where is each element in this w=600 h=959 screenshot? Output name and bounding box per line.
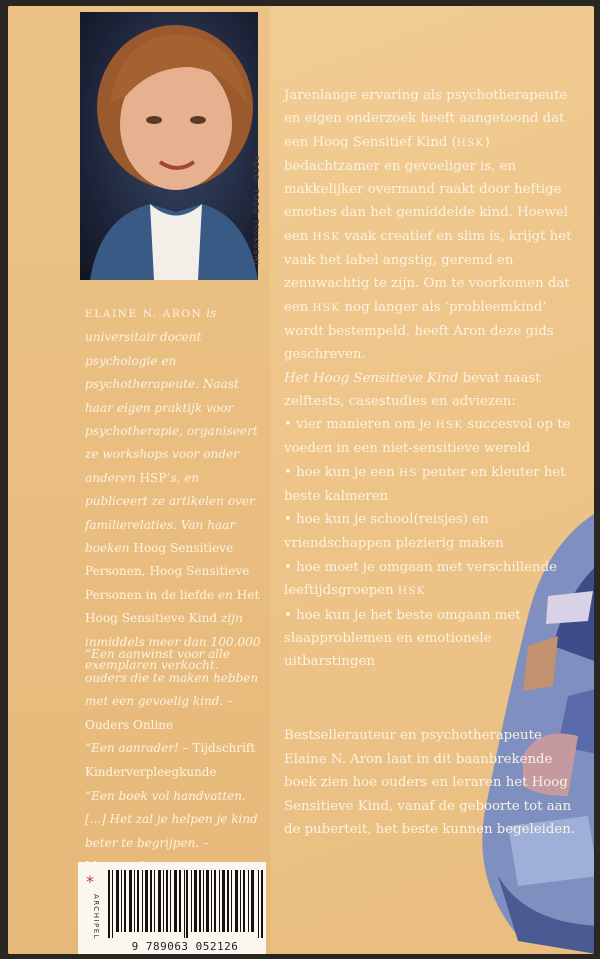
bio-book-titles-1: Hoog Sensitieve Personen, Hoog Sensitieve Personen in de liefde — [85, 541, 250, 602]
quote-text: “Een aanrader! – — [85, 741, 193, 756]
list-item: • hoe kun je een HS peuter en kleuter het beste kalmeren — [284, 464, 566, 505]
review-quote — [85, 643, 267, 737]
list-item: • hoe moet je omgaan met verschillende leeftijdsgroepen HSK — [284, 559, 557, 599]
book-back-cover — [8, 6, 594, 954]
author-portrait-illustration — [80, 12, 258, 280]
bio-text-1: is universitair docent psychologie en psychotherapeute. Naast haar eigen praktijk voor psychotherapie, organiseert ze workshops voor onder anderen — [85, 306, 258, 485]
bio-text-4: zijn inmiddels meer dan 100.000 exemplaren verkocht. — [85, 611, 261, 673]
publisher-name: ARCHIPEL — [92, 894, 100, 941]
star-icon: * — [86, 872, 94, 891]
bio-book-title-2: Het Hoog Sensitieve Kind — [85, 587, 260, 626]
intro-paragraph: Jarenlange ervaring als psychotherapeute en eigen onderzoek heeft aangetoond dat een Hoog Sensitief Kind (HSK) bedachtzamer en gevoeliger is, en makkelijker overmand raakt door heftige emoties dan het gemiddelde kind. Hoewel een HSK vaak creatief en slim is, krijgt het vaak het label angstig, geremd en zenuwachtig te zijn. Om te voorkomen dat een HSK nog langer als ‘probleemkind’ wordt bestempeld, heeft Aron deze gids geschreven. — [284, 88, 572, 363]
quote-text: “Een aanwinst voor alle ouders die te maken hebben met een gevoelig kind. – — [85, 647, 259, 709]
closing-paragraph: Bestsellerauteur en psychotherapeute Elaine N. Aron laat in dit baanbrekende boek zien hoe ouders en leraren het Hoog Sensitieve Kind, vanaf de geboorte tot aan de puberteit, het beste kunnen begeleiden. — [284, 728, 576, 838]
quote-source: Tijdschrift Kinderverpleegkunde — [85, 741, 256, 779]
isbn-number: 9 789063 052126 — [131, 940, 239, 953]
barcode-icon — [108, 870, 264, 938]
contents-list — [284, 413, 584, 674]
list-item: • hoe kun je school(reisjes) en vriendschappen plezierig maken — [284, 512, 504, 551]
publisher-logo — [82, 872, 104, 946]
bio-hsp: HSP — [139, 470, 167, 485]
author-photo — [80, 12, 258, 280]
photo-credit: FOTO: TODD TSUKUSHI — [252, 156, 260, 267]
review-quote — [85, 737, 267, 784]
blurb-text — [284, 84, 584, 674]
author-bio — [85, 302, 265, 678]
contents-intro: Het Hoog Sensitieve Kind bevat naast zelftests, casestudies en adviezen: — [284, 370, 541, 409]
list-item: • hoe kun je het beste omgaan met slaapproblemen en emotionele uitbarstingen — [284, 607, 521, 670]
quote-source: Ouders Online — [85, 717, 174, 732]
quote-text: “Een boek vol handvatten. [...] Het zal je helpen je kind beter te begrijpen. – — [85, 788, 258, 850]
barcode-panel — [78, 862, 266, 954]
list-item: • vier manieren om je HSK succesvol op te voeden in een niet-sensitieve wereld — [284, 417, 571, 457]
bio-text-2: ’s, en publiceert ze artikelen over familierelaties. Van haar boeken — [85, 470, 255, 556]
review-quotes — [85, 643, 267, 879]
author-name: ELAINE N. ARON — [85, 308, 203, 320]
bio-text-3: en — [214, 587, 237, 602]
